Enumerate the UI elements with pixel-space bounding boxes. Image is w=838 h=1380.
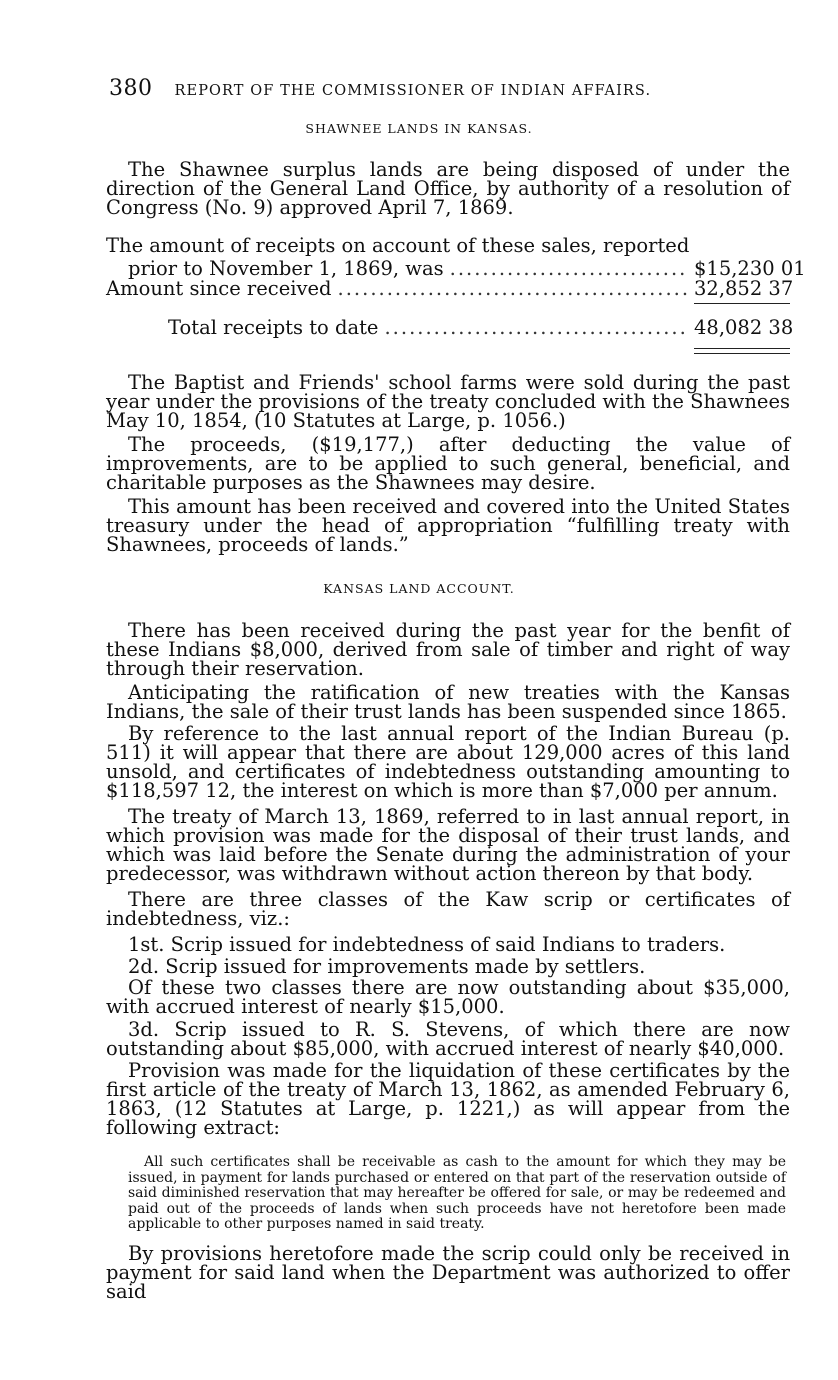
total-receipts-row bbox=[106, 316, 794, 339]
receipts-prior-label: prior to November 1, 1869, was bbox=[128, 257, 444, 280]
double-rule-top bbox=[694, 348, 790, 349]
amount-since-label: Amount since received bbox=[106, 277, 332, 300]
paragraph-shawnee-intro: The Shawnee surplus lands are being disposed of under the direction of the General Land Office, by authority of a resolution of Congress (No. 9) approved April 7, 1869. bbox=[106, 158, 790, 219]
total-receipts-amount: 48,082 38 bbox=[694, 316, 794, 339]
page-number: 380 bbox=[109, 76, 153, 101]
sum-rule bbox=[694, 303, 790, 304]
running-title: REPORT OF THE COMMISSIONER OF INDIAN AFFAIRS. bbox=[174, 83, 652, 99]
running-header bbox=[109, 76, 789, 101]
paragraph-baptist-farms: The Baptist and Friends' school farms were sold during the past year under the provisions of the treaty concluded with the Shawnees May 10, 1854, (10 Statutes at Large, p. 1056.) bbox=[106, 371, 790, 432]
treaty-extract: All such certificates shall be receivable as cash to the amount for which they may be issued, in payment for lands purchased or entered on that part of the reservation outside of said diminished reservation that may hereafter be offered for sale, or may be redeemed and paid out of the proceeds of lands when such proceeds have not heretofore been made applicable to other purposes named in said treaty. bbox=[128, 1154, 786, 1233]
receipts-prior-row bbox=[106, 257, 806, 280]
receipts-prior-amount: $15,230 01 bbox=[694, 257, 806, 280]
paragraph-kansas-11: By provisions heretofore made the scrip could only be received in payment for said land when the Department was authorized to offer said bbox=[106, 1242, 790, 1303]
amount-since-amount: 32,852 37 bbox=[694, 277, 794, 300]
paragraph-kansas-4: The treaty of March 13, 1869, referred to in last annual report, in which provision was made for the disposal of their trust lands, and which was laid before the Senate during the administration of your predecessor, was withdrawn without action thereon by that body. bbox=[106, 805, 790, 885]
total-receipts-label: Total receipts to date bbox=[168, 316, 379, 339]
paragraph-kansas-8: Of these two classes there are now outstanding about $35,000, with accrued interest of nearly $15,000. bbox=[106, 976, 790, 1018]
double-rule-bottom bbox=[694, 353, 790, 354]
paragraph-kansas-2: Anticipating the ratification of new treaties with the Kansas Indians, the sale of their trust lands has been suspended since 1865. bbox=[106, 681, 790, 723]
paragraph-kansas-6: 1st. Scrip issued for indebtedness of said Indians to traders. bbox=[128, 933, 726, 956]
paragraph-kansas-3: By reference to the last annual report of the Indian Bureau (p. 511) it will appear that there are about 129,000 acres of this land unsold, and certificates of indebtedness outstanding amounting to $118,597 12, the interest on which is more than $7,000 per annum. bbox=[106, 722, 790, 802]
amount-since-row bbox=[106, 277, 794, 300]
paragraph-kansas-9: 3d. Scrip issued to R. S. Stevens, of which there are now outstanding about $85,000, with accrued interest of nearly $40,000. bbox=[106, 1018, 790, 1060]
leader-dots bbox=[338, 277, 688, 300]
paragraph-kansas-7: 2d. Scrip issued for improvements made by settlers. bbox=[128, 955, 646, 978]
paragraph-kansas-1: There has been received during the past year for the benfit of these Indians $8,000, derived from sale of timber and right of way through their reservation. bbox=[106, 619, 790, 680]
paragraph-kansas-5: There are three classes of the Kaw scrip or certificates of indebtedness, viz.: bbox=[106, 888, 790, 930]
paragraph-proceeds: The proceeds, ($19,177,) after deducting the value of improvements, are to be applied to such general, beneficial, and charitable purposes as the Shawnees may desire. bbox=[106, 433, 790, 494]
section-heading-kansas: KANSAS LAND ACCOUNT. bbox=[323, 581, 515, 596]
paragraph-treasury: This amount has been received and covered into the United States treasury under the head of appropriation “fulfilling treaty with Shawnees, proceeds of lands.” bbox=[106, 495, 790, 556]
paragraph-kansas-10: Provision was made for the liquidation of these certificates by the first article of the treaty of March 13, 1862, as amended February 6, 1863, (12 Statutes at Large, p. 1221,) as will appear from the following extract: bbox=[106, 1059, 790, 1139]
section-heading-shawnee: SHAWNEE LANDS IN KANSAS. bbox=[305, 121, 533, 136]
leader-dots bbox=[384, 316, 688, 339]
receipts-intro: The amount of receipts on account of these sales, reported bbox=[106, 234, 690, 257]
